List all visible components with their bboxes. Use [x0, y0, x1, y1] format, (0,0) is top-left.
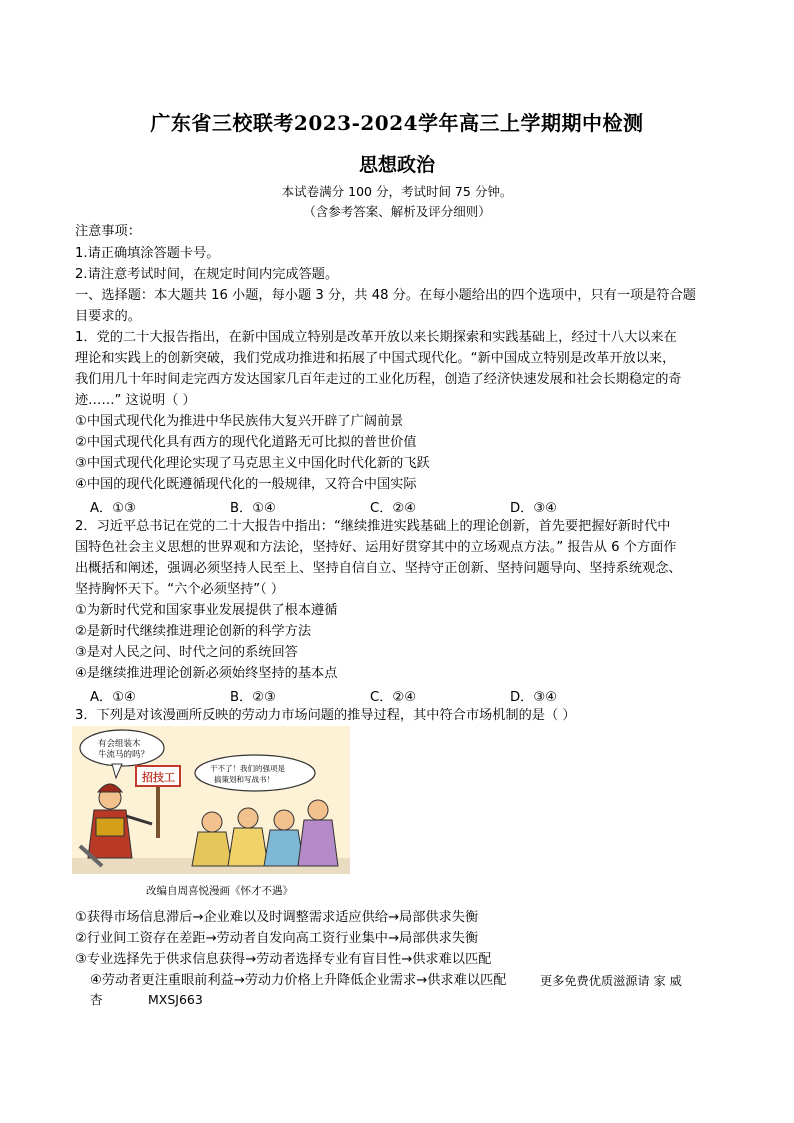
q1-option-a[interactable]: A．①③ — [90, 501, 136, 516]
score-info: 本试卷满分 100 分，考试时间 75 分钟。 — [281, 184, 513, 199]
section-heading: 一、选择题：本大题共 16 小题，每小题 3 分，共 48 分。在每小题给出的四个选项中，只有一项是符合题 — [75, 288, 696, 303]
watermark-text: 杏 — [90, 992, 103, 1007]
q2-option-c[interactable]: C．②④ — [370, 690, 417, 705]
notice-item: 2.请注意考试时间，在规定时间内完成答题。 — [75, 267, 339, 282]
bubble-right-line: 搞策划和写战书！ — [214, 775, 274, 784]
q2-stem: 国特色社会主义思想的世界观和方法论，坚持好、运用好贯穿其中的立场观点方法。” 报告从 6 个方面作 — [75, 540, 677, 555]
q2-stem: 2．习近平总书记在党的二十大报告中指出：“继续推进实践基础上的理论创新，首先要把握好新时代中 — [75, 519, 671, 534]
q3-stem: 3．下列是对该漫画所反映的劳动力市场问题的推导过程，其中符合市场机制的是（ ） — [75, 708, 576, 723]
q1-statement: ④中国的现代化既遵循现代化的一般规律，又符合中国实际 — [75, 477, 417, 492]
cartoon-caption: 改编自周喜悦漫画《怀才不遇》 — [146, 885, 293, 897]
q2-statement: ③是对人民之问、时代之问的系统回答 — [75, 645, 298, 660]
q2-statement: ①为新时代党和国家事业发展提供了根本遵循 — [75, 603, 338, 618]
subject-title: 思想政治 — [358, 154, 435, 176]
q1-option-b[interactable]: B．①④ — [230, 501, 276, 516]
q2-statement: ②是新时代继续推进理论创新的科学方法 — [75, 624, 312, 639]
q1-statement: ②中国式现代化具有西方的现代化道路无可比拟的普世价值 — [75, 435, 417, 450]
bubble-right-line: 干不了！我们的强项是 — [210, 764, 285, 773]
q3-statement: ②行业间工资存在差距→劳动者自发向高工资行业集中→局部供求失衡 — [75, 931, 479, 946]
q2-option-b[interactable]: B．②③ — [230, 690, 276, 705]
q1-stem: 理论和实践上的创新突破，我们党成功推进和拓展了中国式现代化。“新中国成立特别是改革开放以来， — [75, 351, 676, 366]
q1-option-c[interactable]: C．②④ — [370, 501, 417, 516]
notice-item: 1.请正确填涂答题卡号。 — [75, 246, 220, 261]
q2-option-d[interactable]: D．③④ — [510, 690, 557, 705]
q1-statement: ①中国式现代化为推进中华民族伟大复兴开辟了广阔前景 — [75, 414, 404, 429]
q1-statement: ③中国式现代化理论实现了马克思主义中国化时代化新的飞跃 — [75, 456, 430, 471]
q2-option-a[interactable]: A．①④ — [90, 690, 136, 705]
bubble-left-line: 牛流马的吗？ — [98, 750, 150, 760]
q1-options — [90, 497, 650, 516]
q2-stem: 坚持胸怀天下。“六个必须坚持”（ ） — [75, 582, 285, 597]
q3-statement: ①获得市场信息滞后→企业难以及时调整需求适应供给→局部供求失衡 — [75, 910, 479, 925]
notice-heading: 注意事项： — [75, 224, 141, 239]
recruit-sign: 招技工 — [142, 771, 175, 784]
q3-statement: ④劳动者更注重眼前利益→劳动力价格上升降低企业需求→供求难以匹配 — [90, 973, 507, 988]
exam-title: 广东省三校联考2023-2024学年高三上学期期中检测 — [150, 111, 644, 135]
q1-stem: 我们用几十年时间走完西方发达国家几百年走过的工业化历程，创造了经济快速发展和社会长期稳定的奇 — [75, 372, 682, 387]
q3-statement: ③专业选择先于供求信息获得→劳动者选择专业有盲目性→供求难以匹配 — [75, 952, 492, 967]
q1-stem: 1．党的二十大报告指出，在新中国成立特别是改革开放以来长期探索和实践基础上，经过十八大以来在 — [75, 330, 677, 345]
q1-stem: 迹……” 这说明（ ） — [75, 393, 196, 408]
answer-note: （含参考答案、解析及评分细则） — [303, 204, 491, 219]
q1-option-d[interactable]: D．③④ — [510, 501, 557, 516]
q2-statement: ④是继续推进理论创新必须始终坚持的基本点 — [75, 666, 338, 681]
cartoon-image — [72, 726, 350, 874]
watermark-code: MXSJ663 — [148, 992, 203, 1007]
section-heading-cont: 目要求的。 — [75, 309, 141, 324]
q2-options — [90, 686, 650, 705]
cartoon-drawing — [72, 726, 350, 874]
bubble-left-line: 有会组装木 — [98, 739, 141, 749]
q2-stem: 出概括和阐述，强调必须坚持人民至上、坚持自信自立、坚持守正创新、坚持问题导向、坚持系统观念、 — [75, 561, 682, 576]
watermark-text: 更多免费优质滋源请 家 威 — [540, 974, 682, 988]
